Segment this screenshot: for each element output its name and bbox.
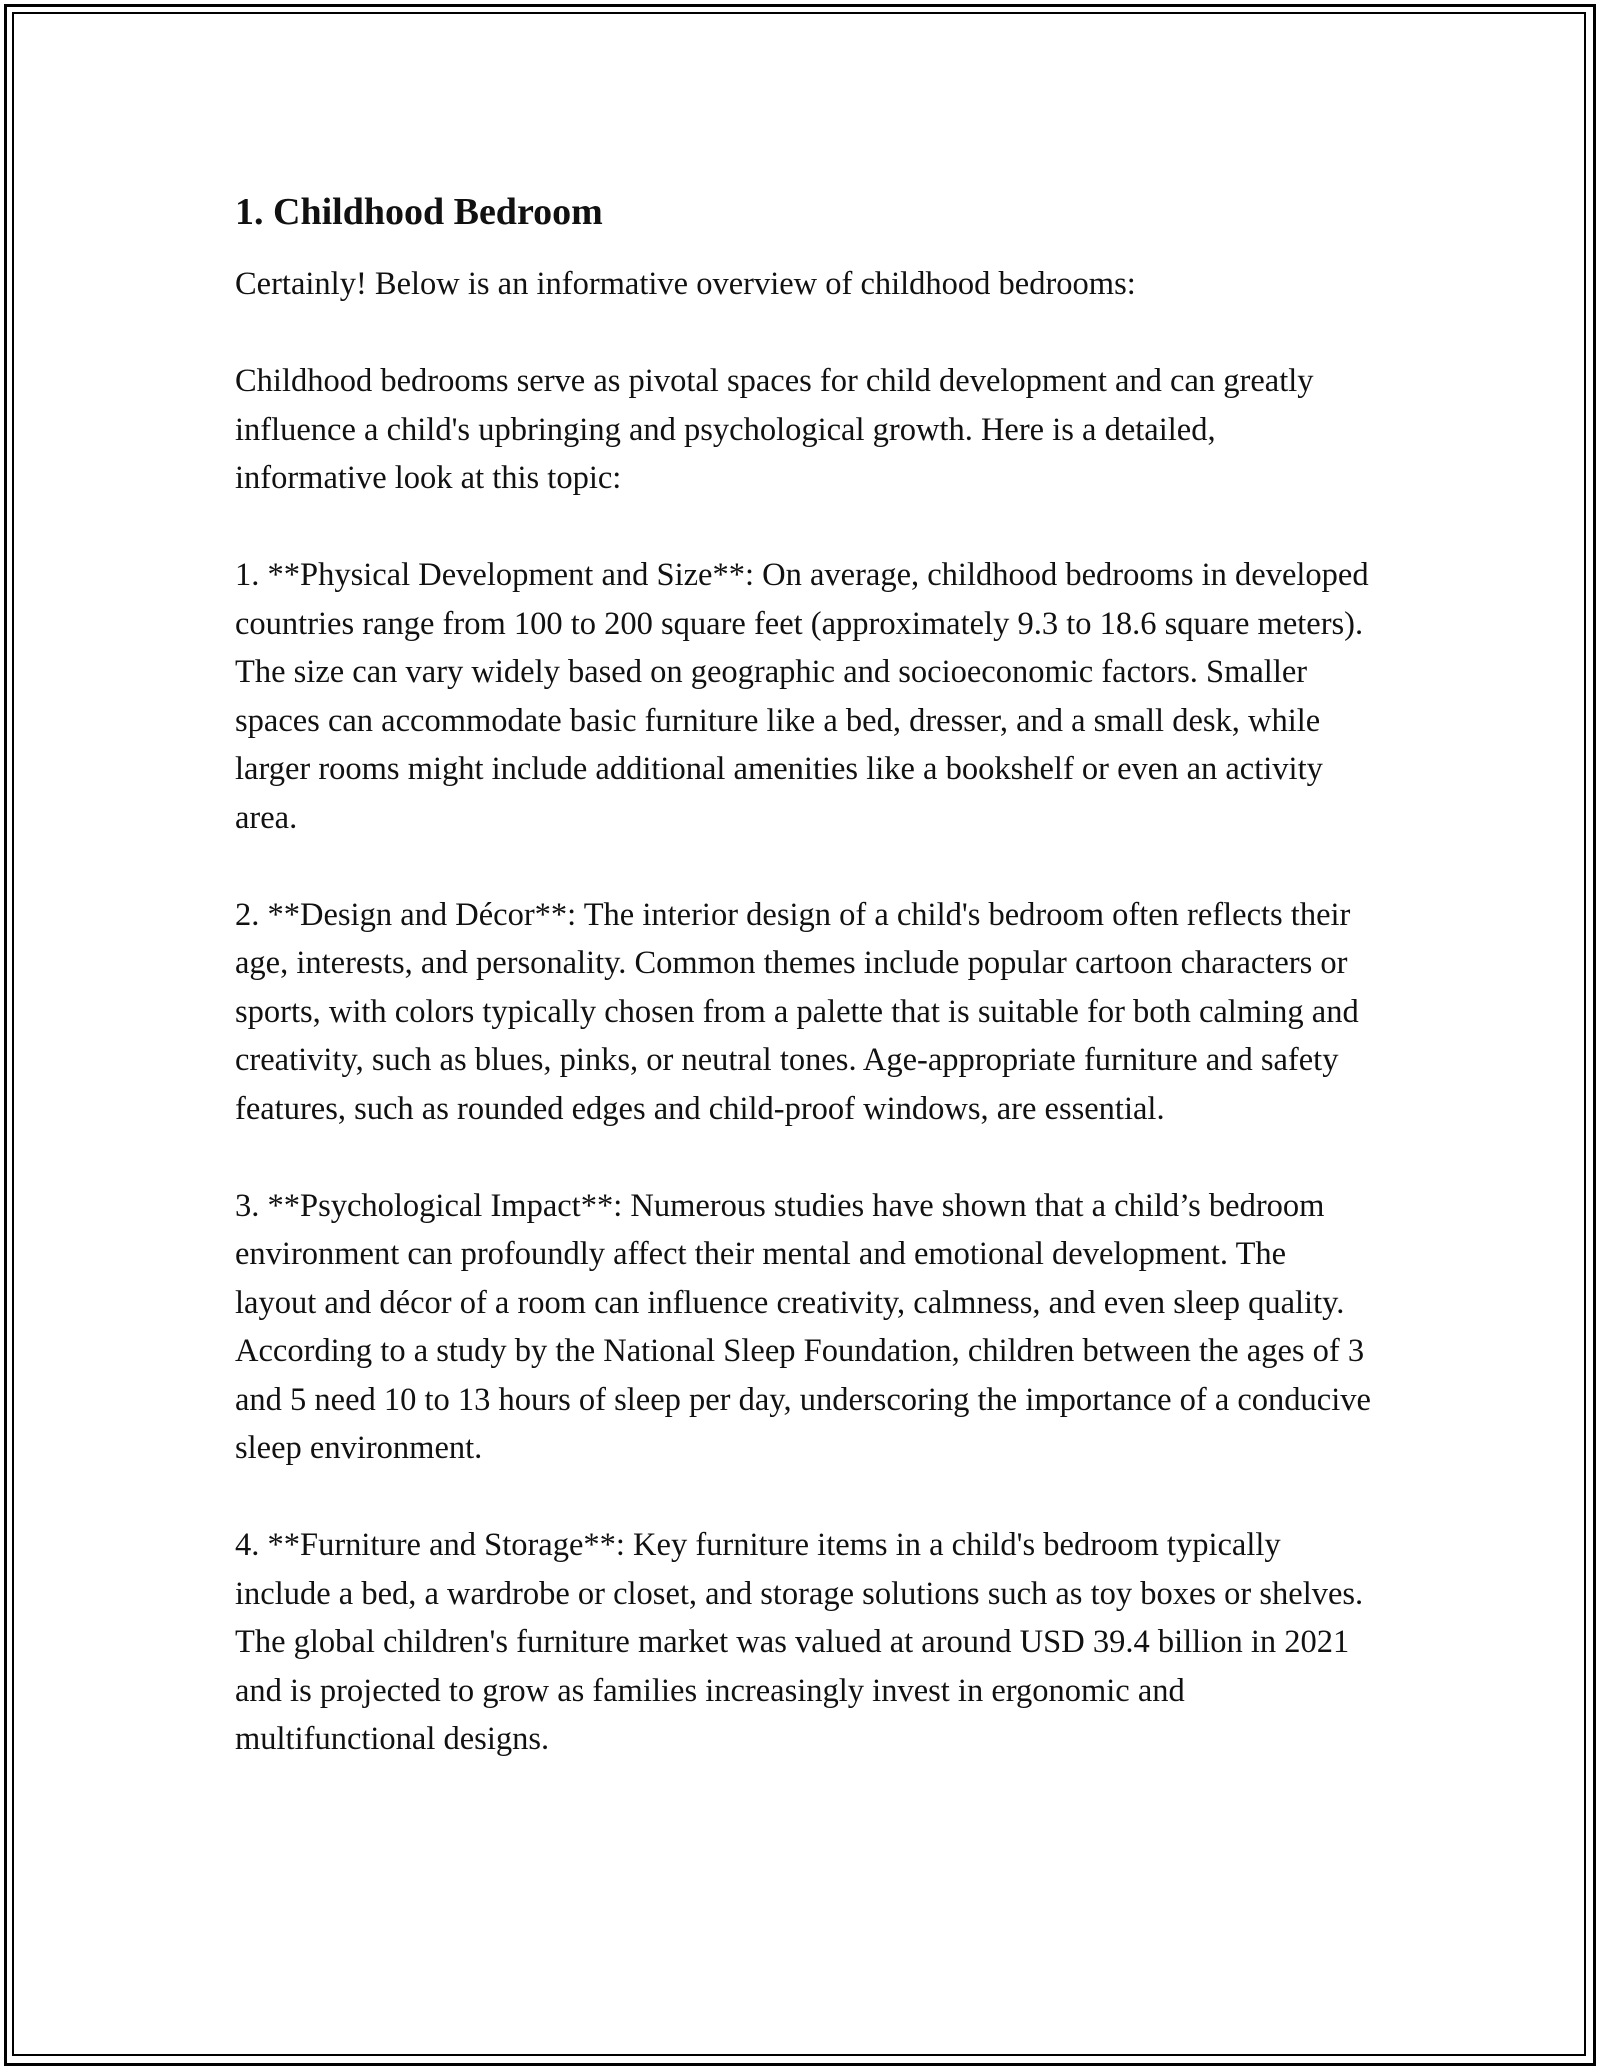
item-psychological-impact: 3. **Psychological Impact**: Numerous studies have shown that a child’s bedroom environment can profoundly affect their mental and emotional development. The layout and décor of a room can influence creativity, calmness, and even sleep quality. According to a study by the National Sleep Foundation, children between the ages of 3 and 5 need 10 to 13 hours of sleep per day, underscoring the importance of a conducive sleep environment. — [235, 1187, 1371, 1466]
item-physical-development: 1. **Physical Development and Size**: On average, childhood bedrooms in developed countries range from 100 to 200 square feet (approximately 9.3 to 18.6 square meters). The size can vary widely based on geographic and socioeconomic factors. Smaller spaces can accommodate basic furniture like a bed, dresser, and a small desk, while larger rooms might include additional amenities like a bookshelf or even an activity area. — [235, 557, 1369, 836]
overview-paragraph: Childhood bedrooms serve as pivotal spaces for child development and can greatly influence a child's upbringing and psychological growth. Here is a detailed, informative look at this topic: — [235, 363, 1314, 496]
document-body — [235, 184, 1375, 1812]
item-design-decor: 2. **Design and Décor**: The interior design of a child's bedroom often reflects their age, interests, and personality. Common themes include popular cartoon characters or sports, with colors typically chosen from a palette that is suitable for both calming and creativity, such as blues, pinks, or neutral tones. Age-appropriate furniture and safety features, such as rounded edges and child-proof windows, are essential. — [235, 896, 1359, 1127]
item-furniture-storage: 4. **Furniture and Storage**: Key furniture items in a child's bedroom typically include a bed, a wardrobe or closet, and storage solutions such as toy boxes or shelves. The global children's furniture market was valued at around USD 39.4 billion in 2021 and is projected to grow as families increasingly invest in ergonomic and multifunctional designs. — [235, 1527, 1364, 1757]
intro-paragraph: Certainly! Below is an informative overview of childhood bedrooms: — [235, 266, 1136, 302]
page-title: 1. Childhood Bedroom — [235, 191, 603, 233]
